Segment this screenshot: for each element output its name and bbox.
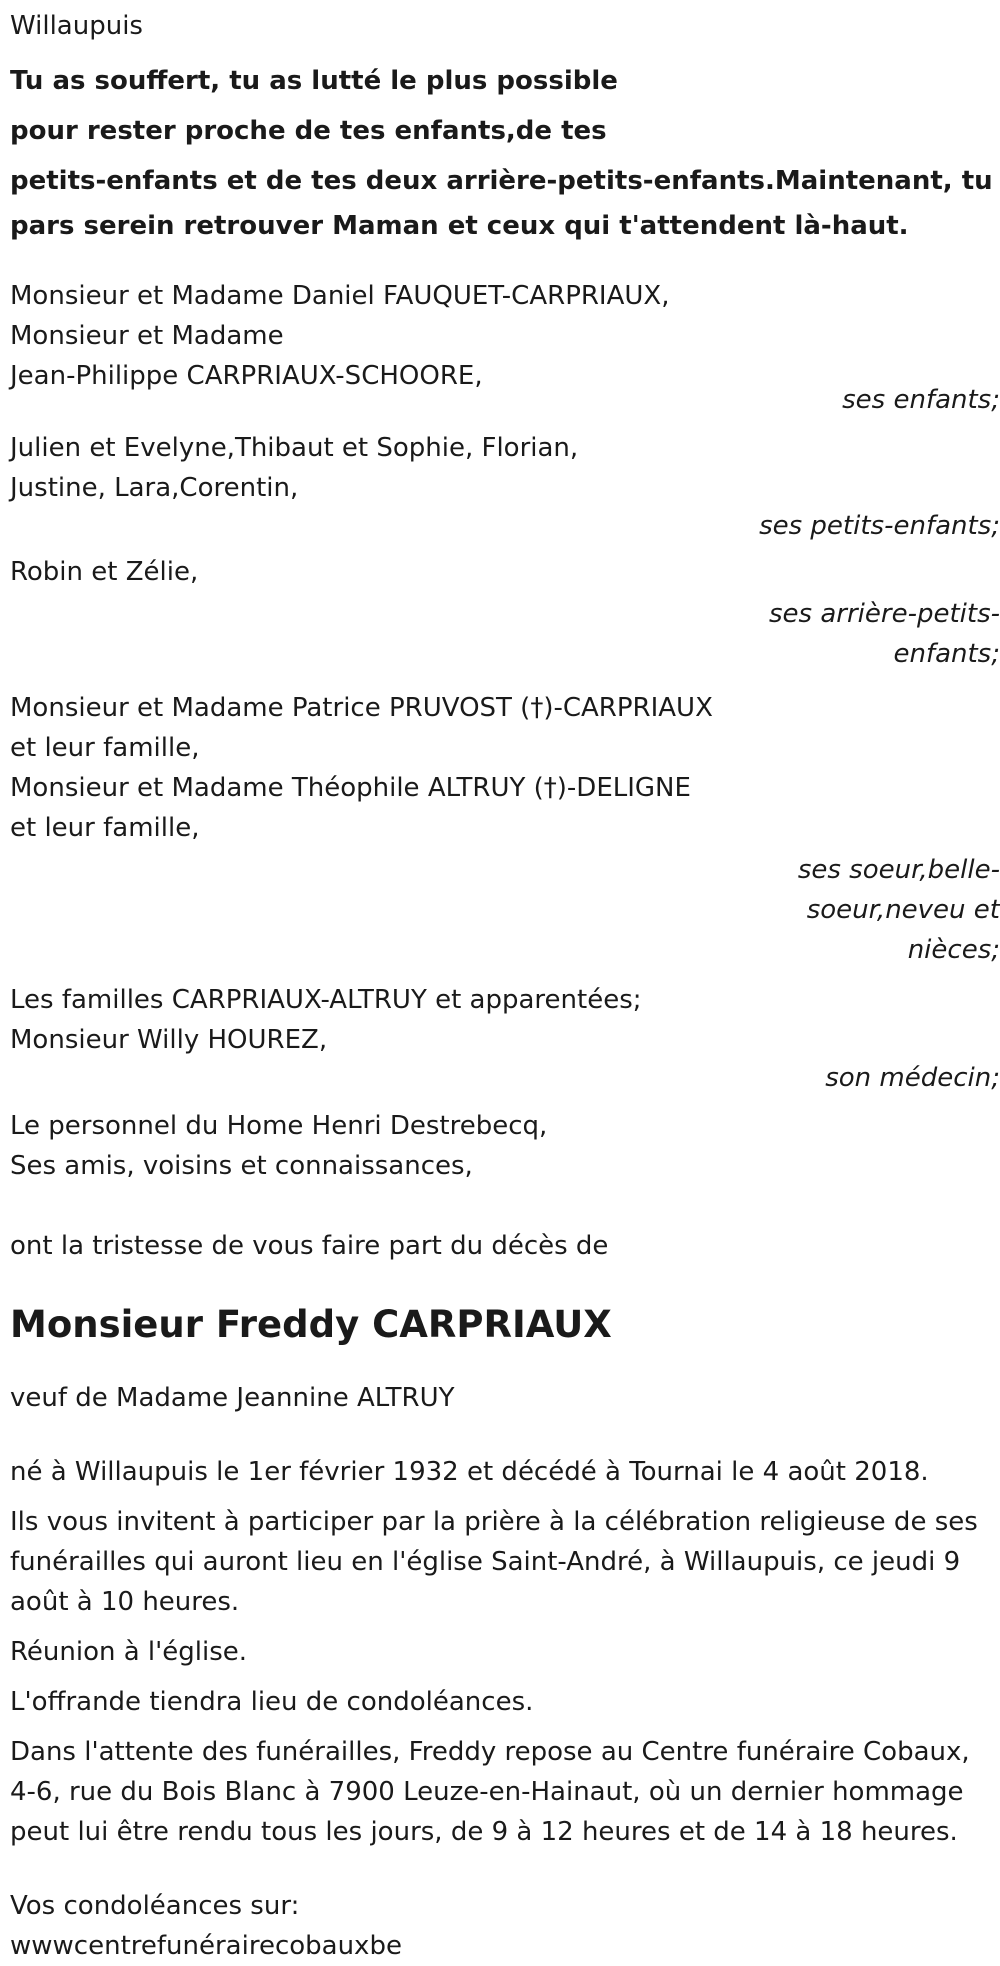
family-line: Monsieur et Madame Daniel FAUQUET-CARPRIAUX,	[10, 281, 670, 311]
group-grandchildren	[10, 428, 1000, 546]
rest-info: Dans l'attente des funérailles, Freddy repose au Centre funéraire Cobaux, 4-6, rue du Bois Blanc à 7900 Leuze-en-Hainaut, où un dernier hommage peut lui être rendu tous les jours, de 9 à 12 heures et de 14 à 18 heures.	[10, 1737, 970, 1847]
relation-role: ses soeur,belle-soeur,neveu et nièces;	[797, 855, 1000, 965]
family-line: Monsieur et Madame Patrice PRUVOST (†)-CARPRIAUX	[10, 693, 713, 723]
invitation: Ils vous invitent à participer par la prière à la célébration religieuse de ses funérailles qui auront lieu en l'église Saint-André, à Willaupuis, ce jeudi 9 août à 10 heures.	[10, 1507, 978, 1617]
epitaph-line: pour rester proche de tes enfants,de tes	[10, 116, 607, 146]
group-others	[10, 1106, 990, 1186]
epitaph-line: pars serein retrouver Maman et ceux qui t'attendent là-haut.	[10, 211, 909, 241]
relation-role: ses petits-enfants;	[759, 511, 1000, 541]
family-line: et leur famille,	[10, 733, 200, 763]
family-line: Monsieur Willy HOUREZ,	[10, 1025, 328, 1055]
widow-of: veuf de Madame Jeannine ALTRUY	[10, 1383, 455, 1413]
family-line: Ses amis, voisins et connaissances,	[10, 1151, 473, 1181]
place-name: Willaupuis	[10, 11, 143, 41]
group-great-grandchildren	[10, 552, 1000, 674]
group-doctor	[10, 980, 1000, 1098]
relation-role: ses enfants;	[842, 385, 1000, 415]
group-siblings	[10, 688, 1000, 970]
offering: L'offrande tiendra lieu de condoléances.	[10, 1687, 534, 1717]
group-children	[10, 276, 1000, 420]
relation-role: son médecin;	[825, 1063, 1000, 1093]
epitaph-line: petits-enfants et de tes deux arrière-petits-enfants.Maintenant, tu	[10, 166, 993, 196]
epitaph-line: Tu as souffert, tu as lutté le plus possible	[10, 66, 618, 96]
epitaph	[10, 56, 993, 246]
deceased-name: Monsieur Freddy CARPRIAUX	[10, 1303, 612, 1346]
family-line: Justine, Lara,Corentin,	[10, 473, 299, 503]
condolences-label: Vos condoléances sur:	[10, 1891, 300, 1921]
condolences-url[interactable]: wwwcentrefunérairecobauxbe	[10, 1931, 402, 1961]
announcement: ont la tristesse de vous faire part du décès de	[10, 1231, 609, 1261]
family-line: Monsieur et Madame	[10, 321, 284, 351]
birth-death: né à Willaupuis le 1er février 1932 et décédé à Tournai le 4 août 2018.	[10, 1457, 929, 1487]
family-line: Jean-Philippe CARPRIAUX-SCHOORE,	[10, 361, 483, 391]
family-line: Monsieur et Madame Théophile ALTRUY (†)-DELIGNE	[10, 773, 691, 803]
relation-role: ses arrière-petits-enfants;	[769, 599, 1000, 669]
family-line: Julien et Evelyne,Thibaut et Sophie, Florian,	[10, 433, 579, 463]
family-line: et leur famille,	[10, 813, 200, 843]
family-line: Robin et Zélie,	[10, 557, 199, 587]
meeting: Réunion à l'église.	[10, 1637, 248, 1667]
family-line: Le personnel du Home Henri Destrebecq,	[10, 1111, 548, 1141]
family-line: Les familles CARPRIAUX-ALTRUY et apparentées;	[10, 985, 642, 1015]
